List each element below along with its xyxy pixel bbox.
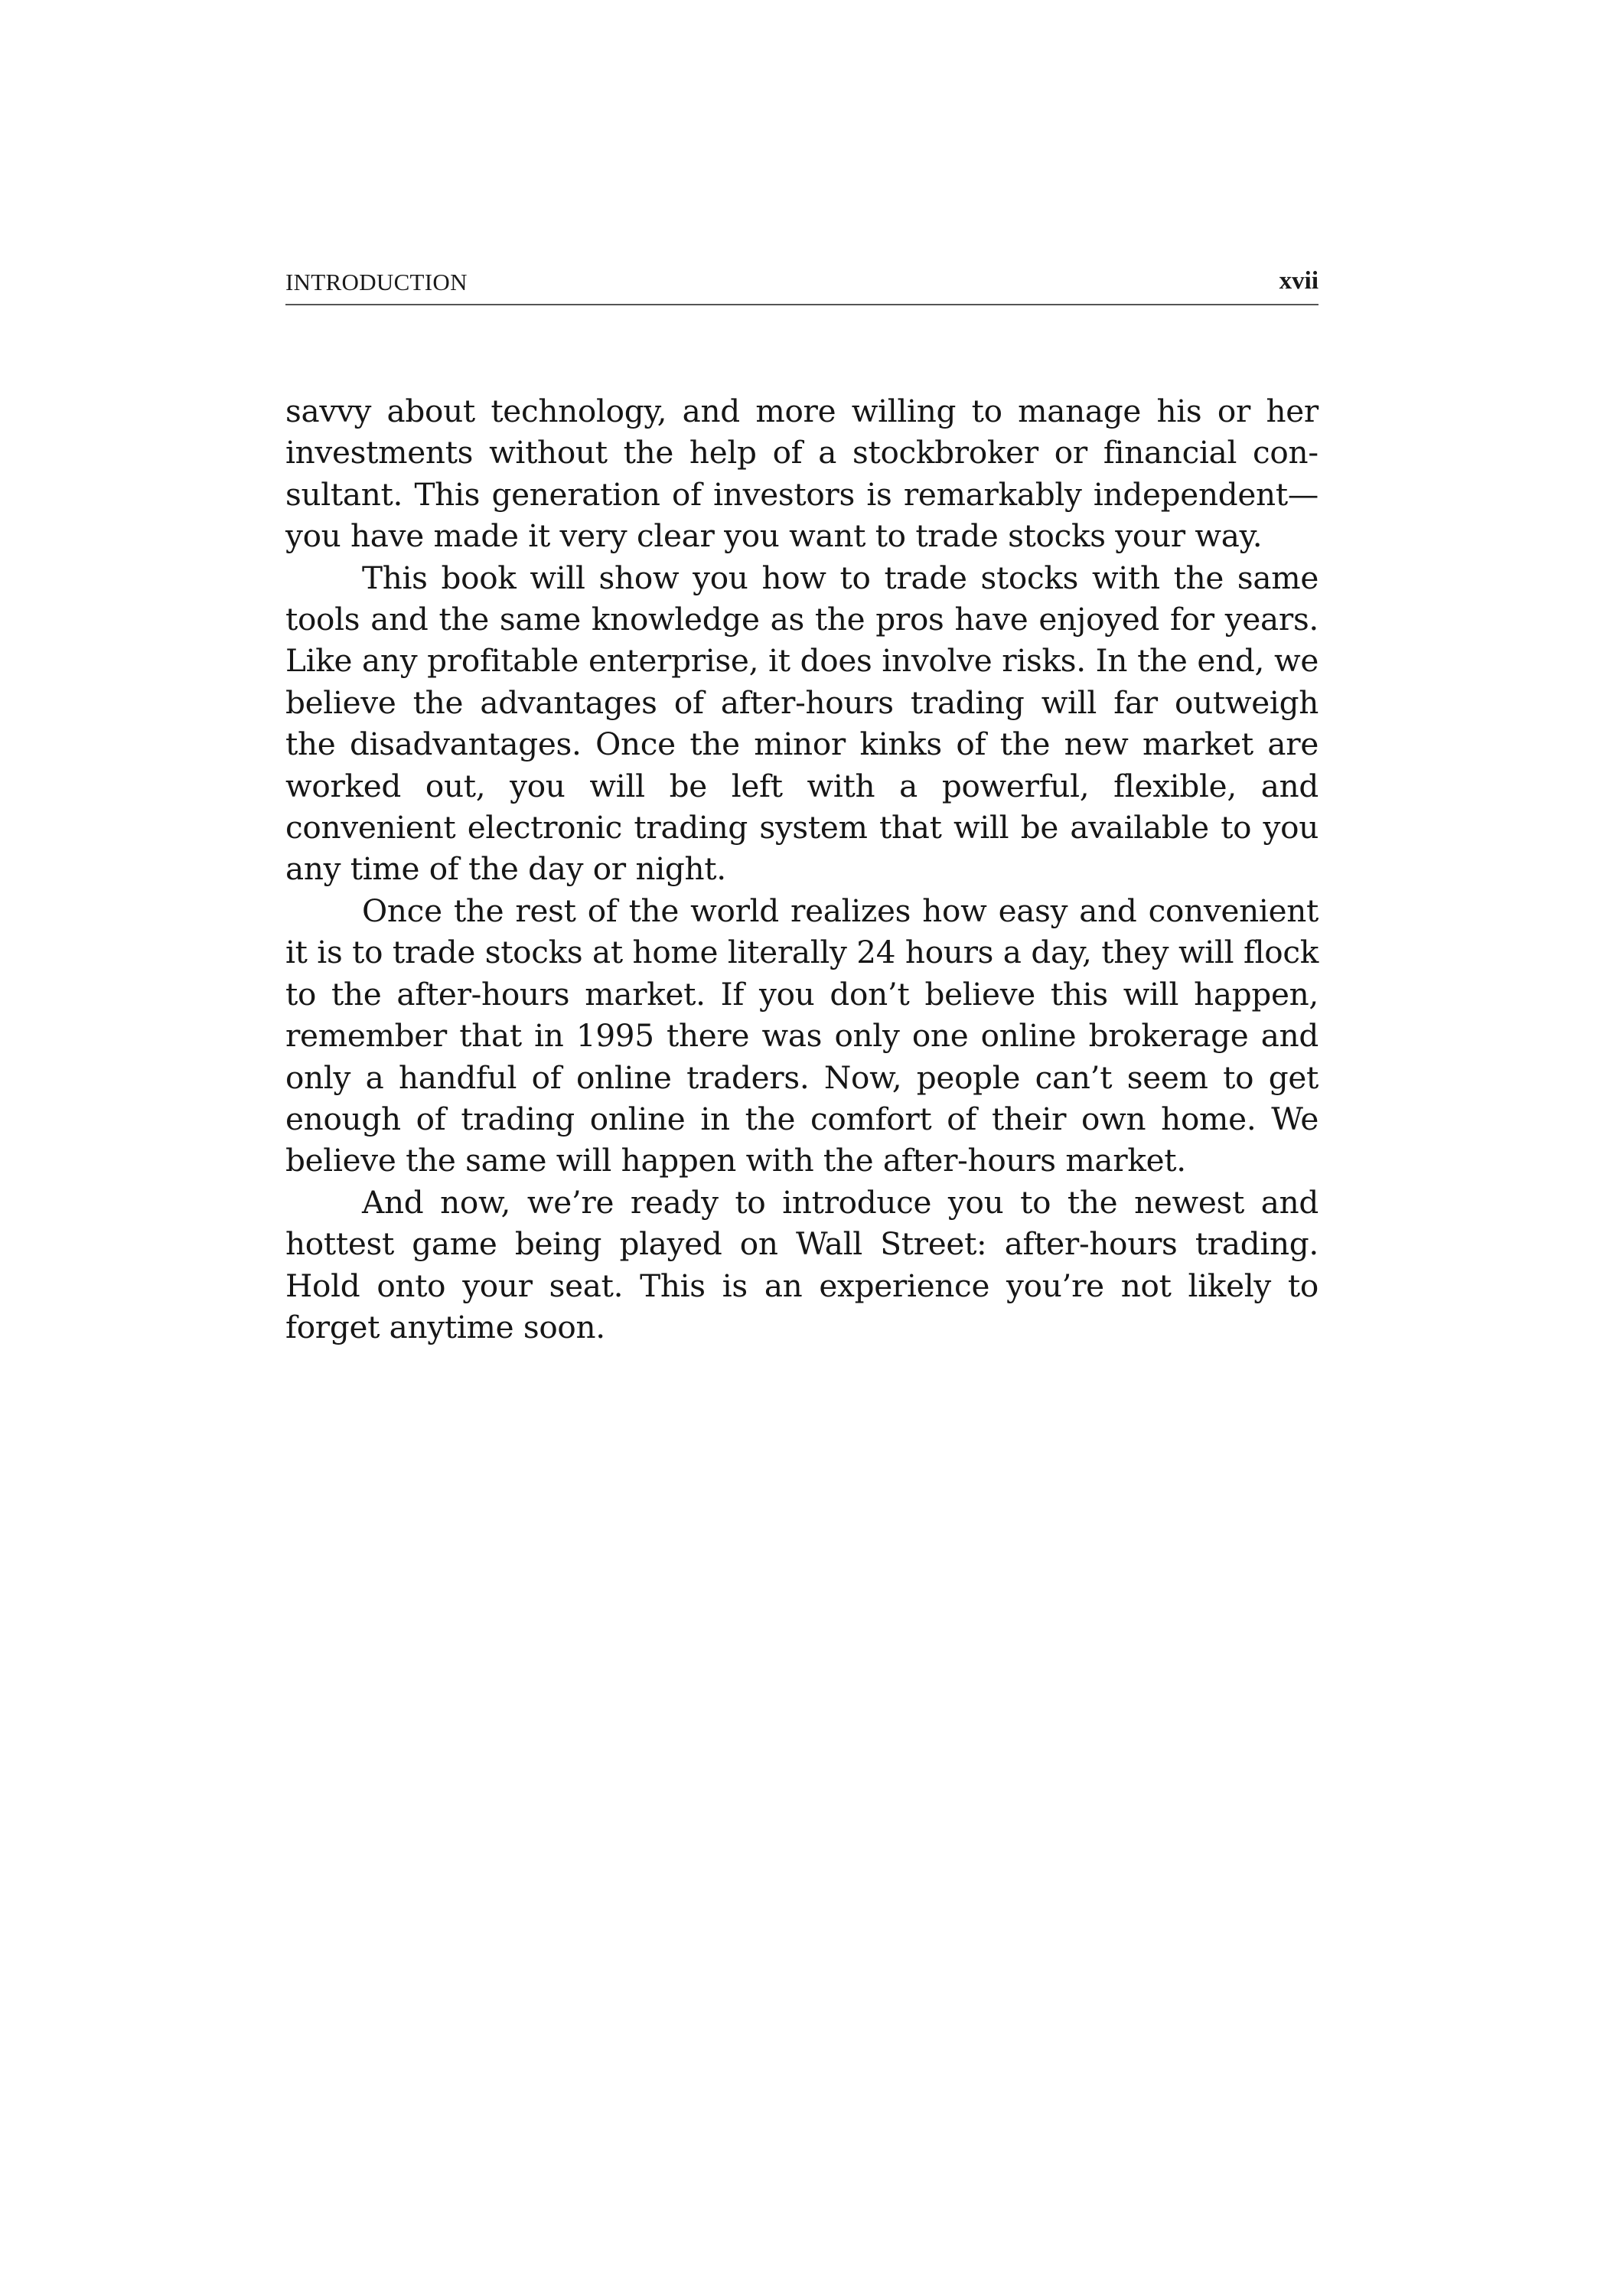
- paragraph-2: This book will show you how to trade stocks with the same tools and the same knowledge as the pros have enjoyed for years. Like any profitable enterprise, it does involve risks. In the end, we believe the advantages of after-hours trading will far outweigh the disadvantages. Once the minor kinks of the new market are worked out, you will be left with a powerful, flexible, and convenient electronic trading system that will be available to you any time of the day or night.: [285, 559, 1319, 888]
- paragraph-3: Once the rest of the world realizes how easy and convenient it is to trade stocks at home literally 24 hours a day, they will flock to the after-hours market. If you don’t believe this will happen, remember that in 1995 there was only one online brokerage and only a handful of online traders. Now, people can’t seem to get enough of trading online in the comfort of their own home. We believe the same will happen with the after-hours market.: [285, 892, 1319, 1179]
- page-number: xvii: [1279, 267, 1319, 295]
- running-header: [285, 264, 1319, 305]
- running-title: INTRODUCTION: [285, 269, 468, 295]
- paragraph-4: And now, we’re ready to introduce you to the newest and hottest game being played on Wall Street: after-hours trading. Hold onto your seat. This is an experience you’re not likely to forget anytime soon.: [285, 1183, 1319, 1345]
- paragraph-1: savvy about technology, and more willing to manage his or her investments without the help of a stockbroker or financial consultant. This generation of investors is remarkably independent—you have made it very clear you want to trade stocks your way.: [285, 393, 1319, 555]
- body-text: [285, 390, 1319, 1348]
